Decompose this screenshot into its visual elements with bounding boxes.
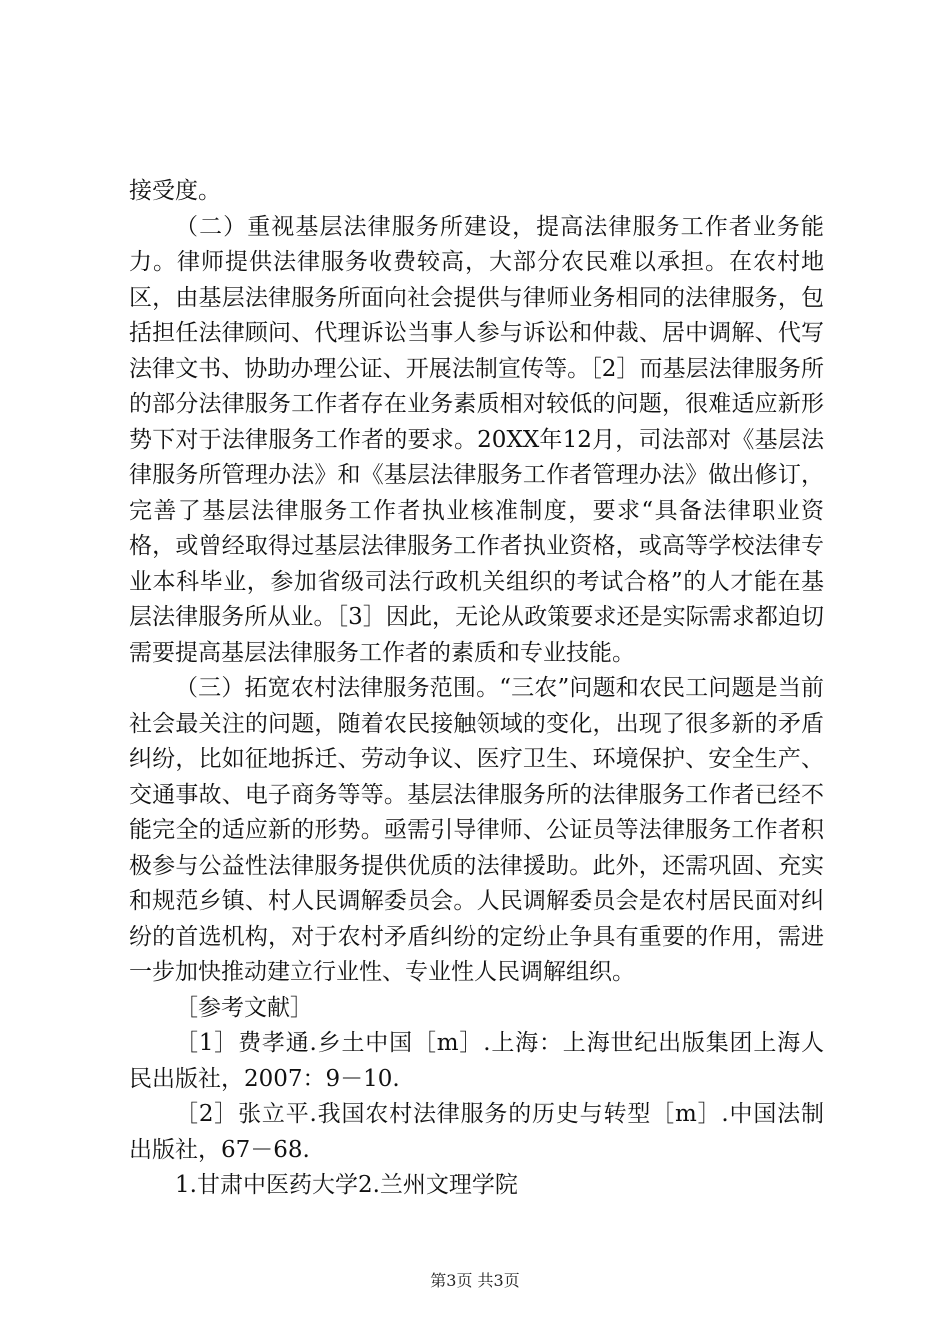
references-heading: ［参考文献］ xyxy=(175,994,313,1021)
page-number-footer: 第3页 共3页 xyxy=(430,1271,520,1290)
author-affiliations: 1.甘肃中医药大学2.兰州文理学院 xyxy=(175,1172,518,1198)
reference-item-2: ［2］张立平.我国农村法律服务的历史与转型［m］.中国法制出版社，67－68. xyxy=(129,1101,824,1163)
paragraph-continuation: 接受度。 xyxy=(129,178,221,204)
document-body xyxy=(129,174,824,1204)
paragraph-section-3: （三）拓宽农村法律服务范围。“三农”问题和农民工问题是当前社会最关注的问题，随着农民接触领域的变化，出现了很多新的矛盾纠纷，比如征地拆迁、劳动争议、医疗卫生、环境保护、安全生产、交通事故、电子商务等等。基层法律服务所的法律服务工作者已经不能完全的适应新的形势。亟需引导律师、公证员等法律服务工作者积极参与公益性法律服务提供优质的法律援助。此外，还需巩固、充实和规范乡镇、村人民调解委员会。人民调解委员会是农村居民面对纠纷的首选机构，对于农村矛盾纠纷的定纷止争具有重要的作用，需进一步加快推动建立行业性、专业性人民调解组织。 xyxy=(129,675,824,985)
reference-item-1: ［1］费孝通.乡土中国［m］.上海：上海世纪出版集团上海人民出版社，2007：9－10. xyxy=(129,1030,824,1092)
paragraph-section-2: （二）重视基层法律服务所建设，提高法律服务工作者业务能力。律师提供法律服务收费较高，大部分农民难以承担。在农村地区，由基层法律服务所面向社会提供与律师业务相同的法律服务，包括担任法律顾问、代理诉讼当事人参与诉讼和仲裁、居中调解、代写法律文书、协助办理公证、开展法制宣传等。［2］而基层法律服务所的部分法律服务工作者存在业务素质相对较低的问题，很难适应新形势下对于法律服务工作者的要求。20XX年12月，司法部对《基层法律服务所管理办法》和《基层法律服务工作者管理办法》做出修订，完善了基层法律服务工作者执业核准制度，要求“具备法律职业资格，或曾经取得过基层法律服务工作者执业资格，或高等学校法律专业本科毕业，参加省级司法行政机关组织的考试合格”的人才能在基层法律服务所从业。［3］因此，无论从政策要求还是实际需求都迫切需要提高基层法律服务工作者的素质和专业技能。 xyxy=(129,213,824,666)
